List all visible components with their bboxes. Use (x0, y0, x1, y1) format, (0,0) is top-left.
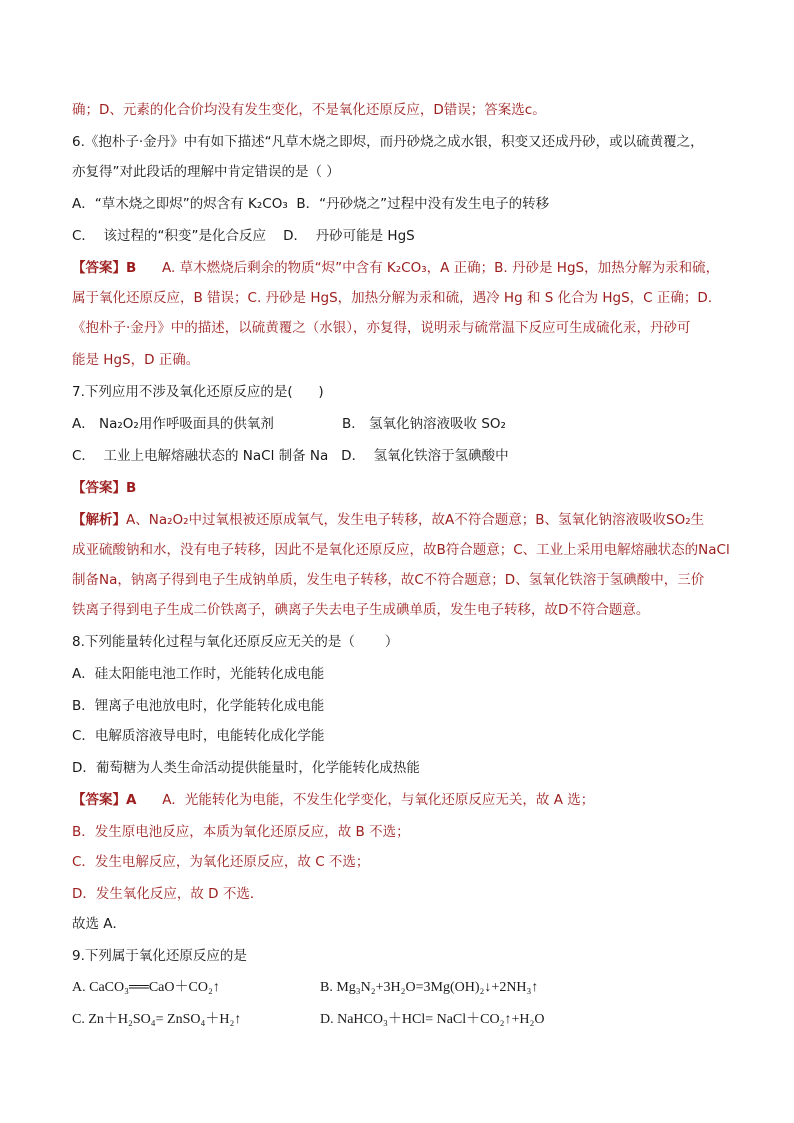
answer-8-text: A．光能转化为电能，不发生化学变化，与氧化还原反应无关，故 A 选； (136, 792, 595, 808)
analysis-tag: 【解析】 (72, 512, 126, 528)
answer-tag: 【答案】B (72, 480, 137, 496)
option-a: A. CaCO₃══CaO＋CO₂↑ (72, 980, 220, 995)
question-7-options-cd: C． 工业上电解熔融状态的 NaCl 制备 Na D． 氢氧化铁溶于氢碘酸中 (72, 448, 509, 464)
question-8-stem: 8.下列能量转化过程与氧化还原反应无关的是（ ） (72, 634, 399, 650)
answer-7 (72, 478, 724, 498)
answer-6-cont: 属于氧化还原反应，B 错误；C. 丹砂是 HgS，加热分解为汞和硫，遇冷 Hg 和 S 化合为 HgS，C 正确；D. (72, 290, 713, 306)
question-8-option-c: C．电解质溶液导电时，电能转化成化学能 (72, 728, 325, 744)
answer-tag: 【答案】A (72, 792, 137, 808)
analysis-7 (72, 510, 724, 530)
analysis-7-cont: 制备Na，钠离子得到电子生成钠单质，发生电子转移，故C不符合题意；D、氢氧化铁溶于氢碘酸中，三价 (72, 572, 705, 588)
question-9-options-ab (72, 978, 724, 998)
answer-8-cont: B．发生原电池反应，本质为氧化还原反应，故 B 不选； (72, 824, 410, 840)
answer-8-cont: D．发生氧化反应，故 D 不选． (72, 886, 264, 902)
question-9-stem: 9.下列属于氧化还原反应的是 (72, 948, 247, 964)
question-7-options-ab (72, 414, 724, 434)
question-7-stem: 7.下列应用不涉及氧化还原反应的是( ) (72, 384, 324, 400)
question-6-stem: 6.《抱朴子·金丹》中有如下描述“凡草木烧之即烬，而丹砂烧之成水银，积变又还成丹砂，或以硫黄覆之， (72, 134, 704, 150)
option-b: B. Mg₃N₂+3H₂O=3Mg(OH)₂↓+2NH₃↑ (320, 980, 539, 995)
option-c: C. Zn＋H₂SO₄= ZnSO₄＋H₂↑ (72, 1012, 242, 1027)
answer-8-cont: C．发生电解反应，为氧化还原反应，故 C 不选； (72, 854, 370, 870)
analysis-7-cont: 铁离子得到电子生成二价铁离子，碘离子失去电子生成碘单质，发生电子转移，故D不符合题意。 (72, 602, 650, 618)
question-9-options-cd (72, 1010, 724, 1030)
option-d: D. NaHCO₃＋HCl= NaCl＋CO₂↑+H₂O (320, 1012, 545, 1027)
question-8-option-d: D．葡萄糖为人类生命活动提供能量时，化学能转化成热能 (72, 760, 420, 776)
option-a: A． Na₂O₂用作呼吸面具的供氧剂 (72, 416, 274, 432)
question-6-options-cd: C． 该过程的“积变”是化合反应 D． 丹砂可能是 HgS (72, 228, 415, 244)
analysis-7-text: A、Na₂O₂中过氧根被还原成氧气，发生电子转移，故A不符合题意；B、氢氧化钠溶液吸收SO₂生 (126, 512, 705, 528)
answer-8 (72, 790, 724, 810)
answer-6 (72, 258, 724, 278)
option-b: B． 氢氧化钠溶液吸收 SO₂ (342, 416, 506, 432)
answer-6-cont: 《抱朴子·金丹》中的描述，以硫黄覆之（水银），亦复得，说明汞与硫常温下反应可生成硫化汞，丹砂可 (72, 320, 691, 336)
text-line: 确；D、元素的化合价均没有发生变化，不是氧化还原反应，D错误；答案选c。 (72, 102, 546, 118)
question-6-options-ab: A．“草木烧之即烬”的烬含有 K₂CO₃ B．“丹砂烧之”过程中没有发生电子的转移 (72, 196, 550, 212)
question-6-stem-cont: 亦复得”对此段话的理解中肯定错误的是（ ） (72, 164, 340, 180)
question-8-option-a: A．硅太阳能电池工作时，光能转化成电能 (72, 666, 325, 682)
answer-6-text: A. 草木燃烧后剩余的物质“烬”中含有 K₂CO₃，A 正确；B. 丹砂是 HgS，加热分解为汞和硫， (136, 260, 720, 276)
analysis-7-cont: 成亚硫酸钠和水，没有电子转移，因此不是氧化还原反应，故B符合题意；C、工业上采用电解熔融状态的NaCl (72, 542, 730, 558)
answer-8-conclusion: 故选 A． (72, 916, 127, 932)
answer-tag: 【答案】B (72, 260, 137, 276)
question-8-option-b: B．锂离子电池放电时，化学能转化成电能 (72, 698, 325, 714)
answer-6-cont: 能是 HgS，D 正确。 (72, 352, 200, 368)
